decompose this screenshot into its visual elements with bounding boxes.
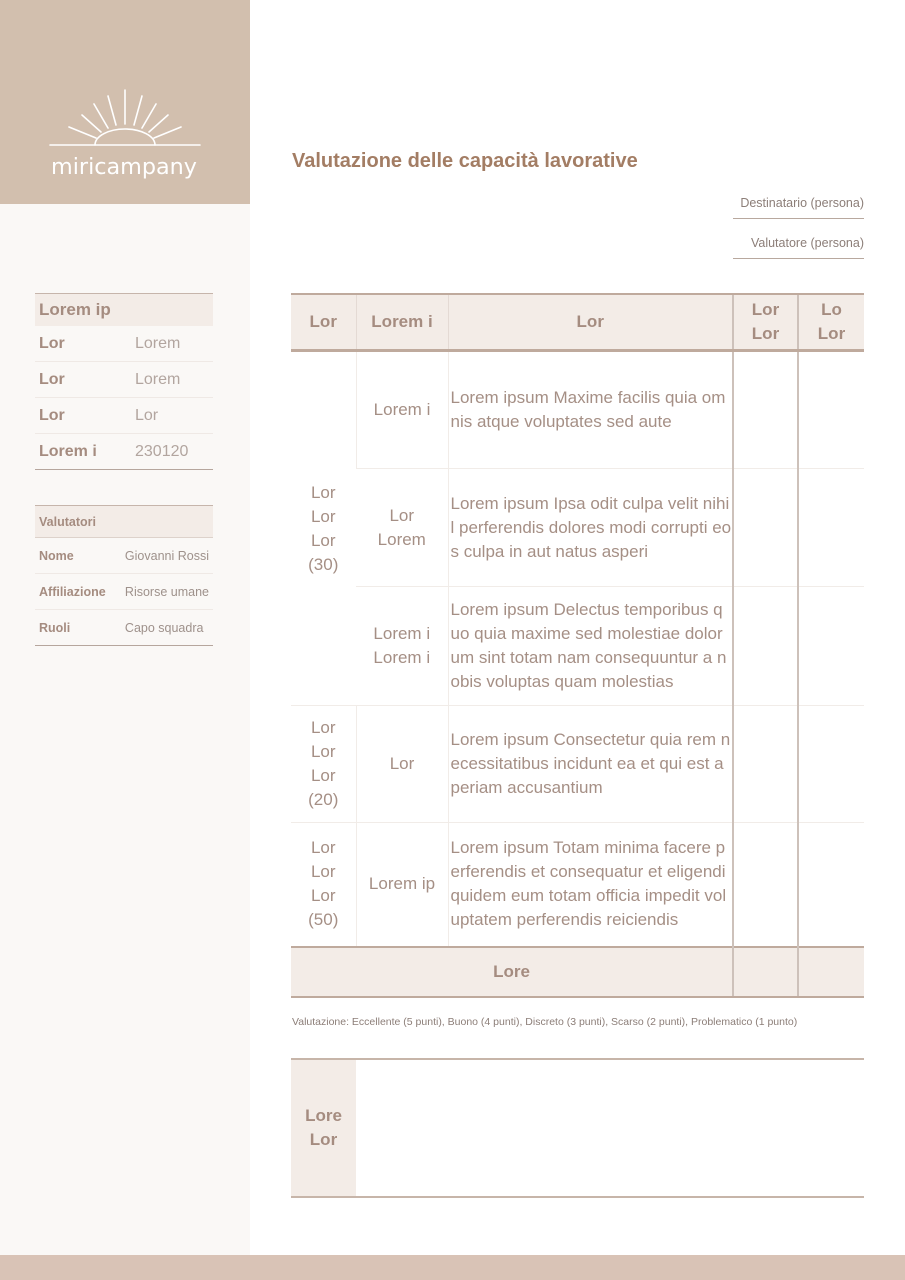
table-row	[35, 362, 213, 398]
table-row	[291, 706, 864, 823]
rating-scale-note: Valutazione: Eccellente (5 punti), Buono (4 punti), Discreto (3 punti), Scarso (2 punti), Problematico (1 punto)	[292, 1016, 798, 1028]
description-cell: Lorem ipsum Ipsa odit culpa velit nihil perferendis dolores modi corrupti eos culpa in aut natus asperi	[448, 469, 733, 587]
table-row	[291, 823, 864, 947]
info-value[interactable]: Lorem	[131, 326, 213, 362]
evaluators-header: Valutatori	[35, 506, 213, 538]
info-key: Lorem i	[35, 434, 131, 470]
evaluation-table	[291, 293, 864, 998]
subcategory-cell: Lorem i Lorem i	[356, 587, 448, 706]
brand-wordmark: miricampany	[51, 155, 197, 180]
subcategory-cell: Lorem ip	[356, 823, 448, 947]
score-cell[interactable]	[798, 706, 864, 823]
evaluator-value[interactable]: Capo squadra	[121, 610, 213, 646]
info-key: Lor	[35, 326, 131, 362]
total-row	[291, 947, 864, 997]
description-cell: Lorem ipsum Consectetur quia rem necessitatibus incidunt ea et qui est aperiam accusantium	[448, 706, 733, 823]
total-score-cell[interactable]	[733, 947, 798, 997]
table-row	[35, 574, 213, 610]
col-header: Lor Lor	[733, 294, 798, 351]
evaluator-value[interactable]: Giovanni Rossi	[121, 538, 213, 574]
info-key: Lor	[35, 398, 131, 434]
info-value[interactable]: Lorem	[131, 362, 213, 398]
table-row	[291, 351, 864, 469]
info-value[interactable]: 230120	[131, 434, 213, 470]
document-title: Valutazione delle capacità lavorative	[292, 150, 638, 172]
score-cell[interactable]	[798, 823, 864, 947]
score-cell[interactable]	[733, 469, 798, 587]
category-cell: Lor Lor Lor (50)	[291, 823, 356, 947]
col-header: Lorem i	[356, 294, 448, 351]
evaluator-value[interactable]: Risorse umane	[121, 574, 213, 610]
col-header: Lo Lor	[798, 294, 864, 351]
table-row	[35, 434, 213, 470]
info-table	[35, 293, 213, 470]
evaluator-field[interactable]: Valutatore (persona)	[733, 236, 864, 259]
comment-box[interactable]	[291, 1058, 864, 1198]
info-table-header: Lorem ip	[35, 294, 213, 327]
table-row	[35, 398, 213, 434]
table-row	[291, 587, 864, 706]
evaluator-key: Affiliazione	[35, 574, 121, 610]
subcategory-cell: Lorem i	[356, 351, 448, 469]
info-value[interactable]: Lor	[131, 398, 213, 434]
subcategory-cell: Lor Lorem	[356, 469, 448, 587]
comment-label: Lore Lor	[291, 1060, 356, 1196]
total-label: Lore	[291, 947, 733, 997]
table-row	[291, 469, 864, 587]
evaluator-key: Ruoli	[35, 610, 121, 646]
score-cell[interactable]	[733, 823, 798, 947]
col-header: Lor	[291, 294, 356, 351]
sun-logo-icon	[0, 0, 250, 204]
info-key: Lor	[35, 362, 131, 398]
evaluators-table	[35, 505, 213, 646]
subcategory-cell: Lor	[356, 706, 448, 823]
score-cell[interactable]	[733, 706, 798, 823]
table-row	[35, 326, 213, 362]
category-cell: Lor Lor Lor (30)	[291, 351, 356, 706]
evaluator-key: Nome	[35, 538, 121, 574]
table-row	[35, 610, 213, 646]
score-cell[interactable]	[733, 351, 798, 469]
score-cell[interactable]	[798, 469, 864, 587]
total-score-cell[interactable]	[798, 947, 864, 997]
description-cell: Lorem ipsum Totam minima facere perferendis et consequatur et eligendi quidem eum totam officia impedit voluptatem perferendis reiciendis	[448, 823, 733, 947]
score-cell[interactable]	[733, 587, 798, 706]
table-row	[35, 538, 213, 574]
logo-band	[0, 0, 250, 204]
score-cell[interactable]	[798, 351, 864, 469]
score-cell[interactable]	[798, 587, 864, 706]
category-cell: Lor Lor Lor (20)	[291, 706, 356, 823]
bottom-band	[0, 1255, 905, 1280]
col-header: Lor	[448, 294, 733, 351]
description-cell: Lorem ipsum Maxime facilis quia omnis atque voluptates sed aute	[448, 351, 733, 469]
recipient-field[interactable]: Destinatario (persona)	[733, 196, 864, 219]
description-cell: Lorem ipsum Delectus temporibus quo quia maxime sed molestiae dolorum sint totam nam consequuntur a nobis voluptas quam molestias	[448, 587, 733, 706]
